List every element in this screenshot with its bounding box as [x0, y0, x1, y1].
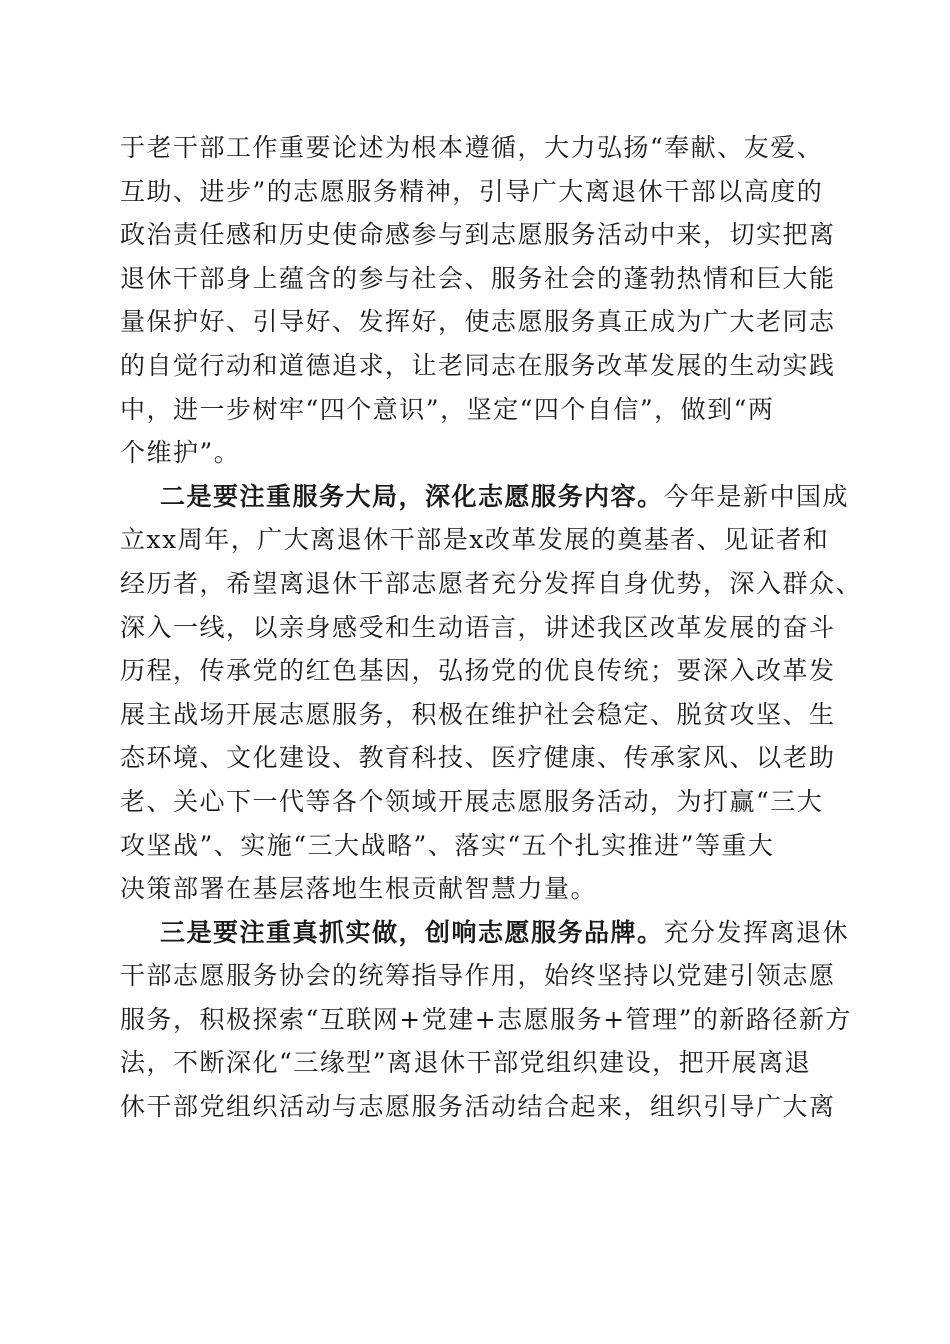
paragraph-2-line-5: 历程，传承党的红色基因，弘扬党的优良传统；要深入改革发: [120, 656, 836, 686]
paragraph-1-line-2: 互助、进步”的志愿服务精神，引导广大离退休干部以高度的: [120, 176, 824, 206]
paragraph-2-line-8: 老、关心下一代等各个领域开展志愿服务活动，为打赢“三大: [120, 786, 824, 816]
paragraph-2-line-10: 决策部署在基层落地生根贡献智慧力量。: [120, 874, 598, 904]
paragraph-3-first-line: [120, 911, 850, 955]
paragraph-3-line-4: 法，不断深化“三缘型”离退休干部党组织建设，把开展离退: [120, 1048, 812, 1078]
paragraph-3-line-5: 休干部党组织活动与志愿服务活动结合起来，组织引导广大离: [120, 1092, 836, 1122]
paragraph-2-line-9: 攻坚战”、实施“三大战略”、落实“五个扎实推进”等重大: [120, 830, 775, 860]
paragraph-1-line-3: 政治责任感和历史使命感参与到志愿服务活动中来，切实把离: [120, 220, 836, 250]
paragraph-1-line-8: 个维护”。: [120, 438, 241, 468]
paragraph-3-first-line-rest: 充分发挥离退休: [663, 917, 850, 947]
body-text: [120, 126, 863, 1129]
paragraph-1-line-1: 于老干部工作重要论述为根本遵循，大力弘扬“奉献、友爱、: [120, 133, 824, 162]
paragraph-2-heading: 二是要注重服务大局，深化志愿服务内容。: [160, 481, 664, 511]
paragraph-2-line-3: 经历者，希望离退休干部志愿者充分发挥自身优势，深入群众、: [120, 568, 863, 598]
paragraph-3-line-3: 服务，积极探索“互联网+党建+志愿服务+管理”的新路径新方: [120, 1004, 852, 1034]
paragraph-1-line-6: 的自觉行动和道德追求，让老同志在服务改革发展的生动实践: [120, 350, 836, 380]
paragraph-2-line-2: 立xx周年，广大离退休干部是x改革发展的奠基者、见证者和: [120, 525, 830, 555]
paragraph-1-line-4: 退休干部身上蕴含的参与社会、服务社会的蓬勃热情和巨大能: [120, 263, 836, 293]
paragraph-3-line-2: 干部志愿服务协会的统筹指导作用，始终坚持以党建引领志愿: [120, 961, 836, 991]
paragraph-2-first-line-rest: 今年是新中国成: [663, 481, 850, 511]
paragraph-1-line-5: 量保护好、引导好、发挥好，使志愿服务真正成为广大老同志: [120, 307, 836, 337]
paragraph-2-line-7: 态环境、文化建设、教育科技、医疗健康、传承家风、以老助: [120, 743, 836, 773]
paragraph-1-line-7: 中，进一步树牢“四个意识”，坚定“四个自信”，做到“两: [120, 394, 775, 424]
paragraph-2-line-6: 展主战场开展志愿服务，积极在维护社会稳定、脱贫攻坚、生: [120, 699, 836, 729]
paragraph-2-first-line: [120, 475, 850, 519]
paragraph-2-line-4: 深入一线，以亲身感受和生动语言，讲述我区改革发展的奋斗: [120, 612, 836, 642]
paragraph-3-heading: 三是要注重真抓实做，创响志愿服务品牌。: [160, 917, 664, 947]
